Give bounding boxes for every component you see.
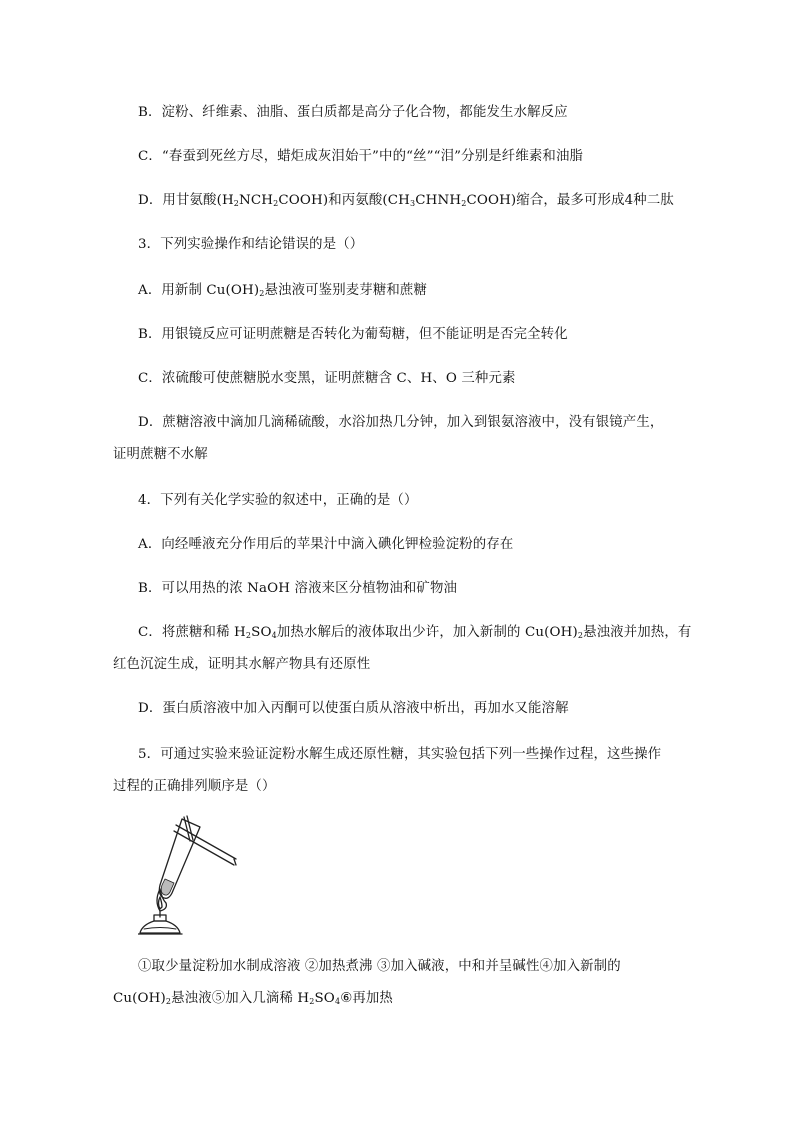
- option-c-q4-line1: C．将蔗糖和稀 $H_2SO_4$加热水解后的液体取出少许，加入新制的 $Cu(OH)_2$悬浊液并加热，有: [138, 625, 692, 640]
- option-d-q3-line1: D．蔗糖溶液中滴加几滴稀硫酸，水浴加热几分钟，加入到银氨溶液中，没有银镜产生，: [138, 415, 664, 430]
- option-a-q3: A．用新制 $Cu(OH)_2$悬浊液可鉴别麦芽糖和蔗糖: [138, 283, 428, 298]
- option-b-q4: B．可以用热的浓 NaOH 溶液来区分植物油和矿物油: [138, 581, 458, 596]
- option-c-q3: C．浓硫酸可使蔗糖脱水变黑，证明蔗糖含 C、H、O 三种元素: [138, 371, 516, 386]
- option-b-q3: B．用银镜反应可证明蔗糖是否转化为葡萄糖，但不能证明是否完全转化: [138, 327, 568, 342]
- question-5-line1: 5．可通过实验来验证淀粉水解生成还原性糖，其实验包括下列一些操作过程，这些操作: [138, 747, 662, 762]
- steps-line2: $Cu(OH)_2$悬浊液⑤加入几滴稀 $H_2SO_4⑥$再加热: [113, 991, 393, 1006]
- option-d-q2: D．用甘氨酸$(H_2NCH_2COOH)$和丙氨酸$(CH_3CHNH_2COOH)$缩合，最多可形成4种二肽: [138, 193, 674, 208]
- option-d-q3-line2: 证明蔗糖不水解: [113, 447, 208, 462]
- option-b-q2: B．淀粉、纤维素、油脂、蛋白质都是高分子化合物，都能发生水解反应: [138, 105, 568, 120]
- test-tube-alcohol-lamp-icon: [138, 813, 248, 937]
- option-c-q2: C．“春蚕到死丝方尽，蜡炬成灰泪始干”中的“丝”“泪”分别是纤维素和油脂: [138, 149, 584, 164]
- steps-line1: ①取少量淀粉加水制成溶液 ②加热煮沸 ③加入碱液，中和并呈碱性④加入新制的: [138, 959, 621, 974]
- question-4: 4．下列有关化学实验的叙述中，正确的是（）: [138, 493, 418, 508]
- question-5-line2: 过程的正确排列顺序是（）: [113, 779, 276, 794]
- question-3: 3．下列实验操作和结论错误的是（）: [138, 237, 364, 252]
- option-d-q4: D．蛋白质溶液中加入丙酮可以使蛋白质从溶液中析出，再加水又能溶解: [138, 701, 569, 716]
- option-c-q4-line2: 红色沉淀生成，证明其水解产物具有还原性: [113, 657, 371, 672]
- option-a-q4: A．向经唾液充分作用后的苹果汁中滴入碘化钾检验淀粉的存在: [138, 537, 514, 552]
